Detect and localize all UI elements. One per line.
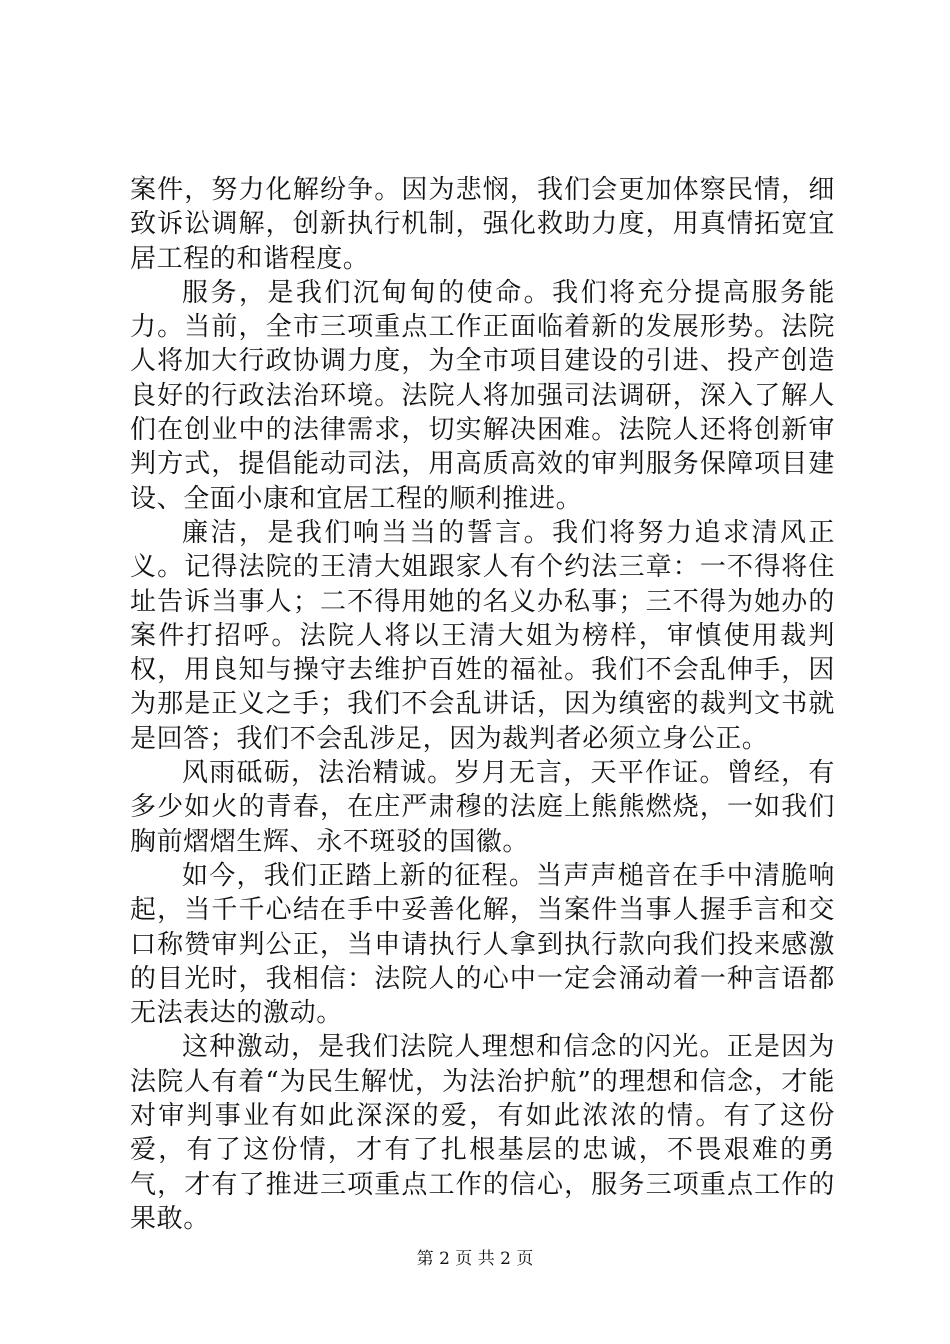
page-number-footer: 第 2 页 共 2 页 [416,1249,534,1269]
paragraph-new-journey: 如今，我们正踏上新的征程。当声声槌音在手中清脆响起，当千千心结在手中妥善化解，当案件当事人握手言和交口称赞审判公正，当申请执行人拿到执行款向我们投来感激的目光时，我相信：法院人的心中一定会涌动着一种言语都无法表达的激动。 [130,860,835,1029]
paragraph-history: 风雨砥砺，法治精诚。岁月无言，天平作证。曾经，有多少如火的青春，在庄严肃穆的法庭上熊熊燃烧，一如我们胸前熠熠生辉、永不斑驳的国徽。 [130,758,835,857]
paragraph-integrity: 廉洁，是我们响当当的誓言。我们将努力追求清风正义。记得法院的王清大姐跟家人有个约法三章：一不得将住址告诉当事人；二不得用她的名义办私事；三不得为她办的案件打招呼。法院人将以王清大姐为榜样，审慎使用裁判权，用良知与操守去维护百姓的福祉。我们不会乱伸手，因为那是正义之手；我们不会乱讲话，因为缜密的裁判文书就是回答；我们不会乱涉足，因为裁判者必须立身公正。 [130,517,835,754]
paragraph-continued: 案件，努力化解纷争。因为悲悯，我们会更加体察民情，细致诉讼调解，创新执行机制，强化救助力度，用真情拓宽宜居工程的和谐程度。 [130,175,835,274]
paragraph-conclusion: 这种激动，是我们法院人理想和信念的闪光。正是因为法院人有着“为民生解忧，为法治护航”的理想和信念，才能对审判事业有如此深深的爱，有如此浓浓的情。有了这份爱，有了这份情，才有了扎根基层的忠诚，不畏艰难的勇气，才有了推进三项重点工作的信心，服务三项重点工作的果敢。 [130,1032,835,1234]
document-body [130,173,835,1236]
paragraph-service: 服务，是我们沉甸甸的使命。我们将充分提高服务能力。当前，全市三项重点工作正面临着新的发展形势。法院人将加大行政协调力度，为全市项目建设的引进、投产创造良好的行政法治环境。法院人将加强司法调研，深入了解人们在创业中的法律需求，切实解决困难。法院人还将创新审判方式，提倡能动司法，用高质高效的审判服务保障项目建设、全面小康和宜居工程的顺利推进。 [130,277,835,514]
